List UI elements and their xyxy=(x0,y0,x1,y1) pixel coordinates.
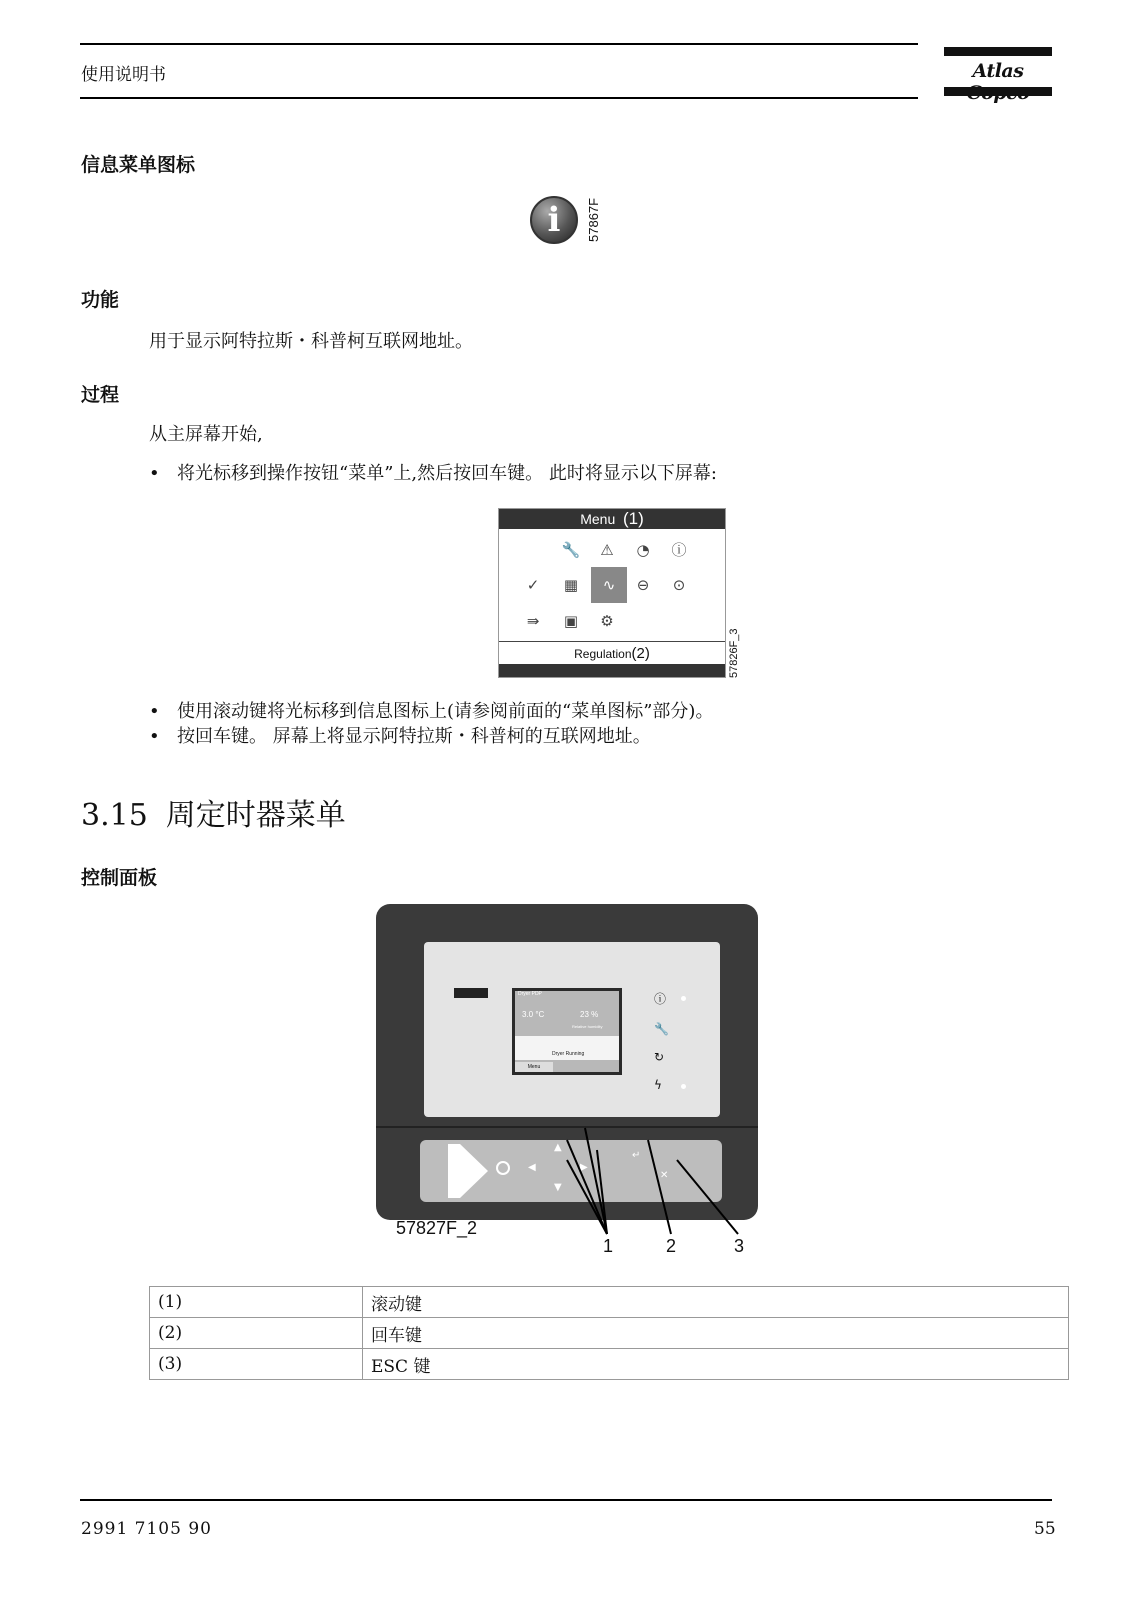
down-arrow-icon: ▼ xyxy=(554,1182,562,1193)
procedure-heading: 过程 xyxy=(81,384,120,406)
table-row xyxy=(150,1287,1069,1318)
info-icon: ⓘ xyxy=(671,541,687,559)
escape-icon: ✕ xyxy=(660,1170,669,1181)
function-text: 用于显示阿特拉斯・科普柯互联网地址。 xyxy=(149,331,473,352)
legend-key: (2) xyxy=(150,1318,363,1349)
save-icon: ▣ xyxy=(563,612,579,630)
footer-rule xyxy=(80,1499,1052,1501)
auto-restart-icon: ↻ xyxy=(654,1050,665,1064)
clock-icon: ◔ xyxy=(636,541,650,559)
brand-logo-text: Atlas xyxy=(972,60,1024,82)
service-icon: ⊖ xyxy=(636,576,650,594)
legend-table xyxy=(149,1286,1069,1380)
procedure-bullet: • 将光标移到操作按钮“菜单”上,然后按回车键。 此时将显示以下屏幕: xyxy=(149,463,717,484)
legend-value: 回车键 xyxy=(363,1318,1069,1349)
wrench-icon: 🔧 xyxy=(561,541,581,559)
warning-icon: ⚠ xyxy=(600,541,614,559)
legend-key: (1) xyxy=(150,1287,363,1318)
up-arrow-icon: ▲ xyxy=(554,1142,562,1153)
gear-icon: ⚙ xyxy=(600,612,614,630)
right-arrow-icon: ▶ xyxy=(580,1162,588,1173)
callout-3: 3 xyxy=(734,1236,745,1256)
function-heading: 功能 xyxy=(81,289,120,311)
menu-footer-label: Regulation(2) xyxy=(574,645,650,662)
regulation-icon: ∿ xyxy=(591,567,627,603)
document-number: 2991 7105 90 xyxy=(81,1519,212,1539)
legend-value: 滚动键 xyxy=(363,1287,1069,1318)
info-icon: i xyxy=(530,196,578,244)
es-icon: ⇛ xyxy=(526,612,540,630)
menu-title-bar: Menu (1) xyxy=(499,509,725,529)
header-title: 使用说明书 xyxy=(81,65,166,85)
enter-icon: ↵ xyxy=(632,1150,641,1161)
counter-icon: ▦ xyxy=(563,576,579,594)
legend-value: ESC 键 xyxy=(363,1349,1069,1380)
power-icon: ϟ xyxy=(654,1078,662,1092)
control-panel-heading: 控制面板 xyxy=(81,867,158,889)
callout-2: 2 xyxy=(666,1236,677,1256)
control-panel-figure-code: 57827F_2 xyxy=(396,1218,478,1238)
page-number: 55 xyxy=(1034,1519,1056,1539)
info-icon-heading: 信息菜单图标 xyxy=(81,154,196,176)
left-arrow-icon: ◀ xyxy=(528,1162,536,1173)
menu-figure-code: 57826F_3 xyxy=(728,628,740,678)
legend-key: (3) xyxy=(150,1349,363,1380)
figure-code: 57867F xyxy=(586,197,601,242)
controller-display: Dryer PDP 3.0 °C 23 % Relative humidity Dryer Running Menu xyxy=(512,988,622,1075)
tools-icon: ✓ xyxy=(526,576,540,594)
procedure-intro: 从主屏幕开始, xyxy=(149,424,263,445)
wrench-icon: 🔧 xyxy=(654,1022,669,1036)
alarm-icon: ⓘ xyxy=(654,992,667,1006)
callout-1: 1 xyxy=(603,1236,614,1256)
table-row xyxy=(150,1318,1069,1349)
chapter-heading: 3.15 周定时器菜单 xyxy=(81,798,346,833)
procedure-bullet: • 使用滚动键将光标移到信息图标上(请参阅前面的“菜单图标”部分)。 xyxy=(149,701,714,722)
return-icon: ⊙ xyxy=(672,576,686,594)
table-row xyxy=(150,1349,1069,1380)
procedure-bullet: • 按回车键。 屏幕上将显示阿特拉斯・科普柯的互联网地址。 xyxy=(149,726,651,747)
